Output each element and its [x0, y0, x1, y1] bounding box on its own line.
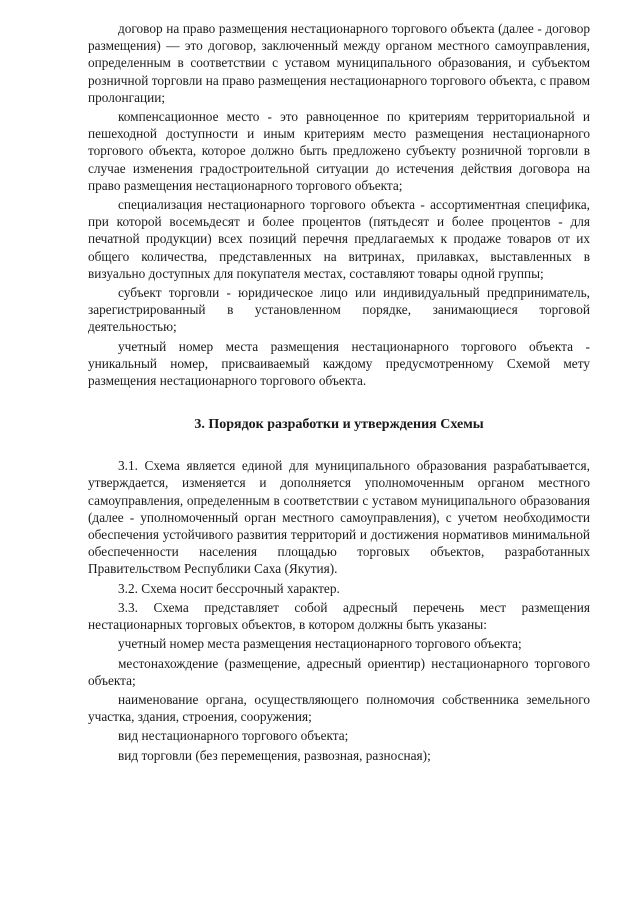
- section-heading: 3. Порядок разработки и утверждения Схемы: [194, 417, 484, 433]
- list-item: вид торговли (без перемещения, развозная, разносная);: [118, 747, 431, 763]
- list-item: местонахождение (размещение, адресный ориентир) нестационарного торгового объекта;: [88, 655, 590, 688]
- definition-paragraph: учетный номер места размещения нестационарного торгового объекта - уникальный номер, присваиваемый каждому предусмотренному Схемой мету размещения нестационарного торгового объекта.: [88, 338, 590, 389]
- definition-paragraph: договор на право размещения нестационарного торгового объекта (далее - договор размещения) — это договор, заключенный между органом местного самоуправления, определенным в соответствии с уставом муниципального образования, и субъектом розничной торговли на право размещения нестационарного торгового объекта, с правом пролонгации;: [88, 21, 590, 105]
- definition-paragraph: специализация нестационарного торгового объекта - ассортиментная специфика, при которой восемьдесят и более процентов (пятьдесят и более процентов - для печатной продукции) всех позиций перечня предлагаемых к продаже товаров от их общего количества, представленных на витринах, прилавках, выставленных в визуально доступных для покупателя местах, составляют товары одной группы;: [88, 197, 590, 281]
- document-page: [88, 20, 590, 895]
- section-paragraph: 3.2. Схема носит бессрочный характер.: [118, 580, 340, 596]
- definition-paragraph: субъект торговли - юридическое лицо или индивидуальный предприниматель, зарегистрированный в установленном порядке, занимающиеся торговой деятельностью;: [88, 285, 590, 335]
- list-item: наименование органа, осуществляющего полномочия собственника земельного участка, здания, строения, сооружения;: [88, 691, 590, 725]
- section-paragraph: 3.3. Схема представляет собой адресный перечень мест размещения нестационарных торговых объектов, в котором должны быть указаны:: [88, 599, 590, 633]
- section-paragraph: 3.1. Схема является единой для муниципального образования разрабатывается, утверждается, изменяется и дополняется уполномоченным органом местного самоуправления, определенным в соответствии с уставом муниципального образования (далее - уполномоченный орган местного самоуправления), с учетом необходимости обеспечения устойчивого развития территорий и достижения нормативов минимальной обеспеченности населения площадью торговых объектов, разработанных Правительством Республики Саха (Якутия).: [88, 458, 590, 577]
- definition-paragraph: компенсационное место - это равноценное по критериям территориальной и пешеходной доступности и иным критериям место размещения нестационарного торгового объекта, которое должно быть предложено субъекту розничной торговли в случае изменения градостроительной ситуации до истечения действия договора на право размещения нестационарного торгового объекта;: [88, 109, 590, 193]
- list-item: учетный номер места размещения нестационарного торгового объекта;: [118, 636, 522, 652]
- list-item: вид нестационарного торгового объекта;: [118, 728, 349, 744]
